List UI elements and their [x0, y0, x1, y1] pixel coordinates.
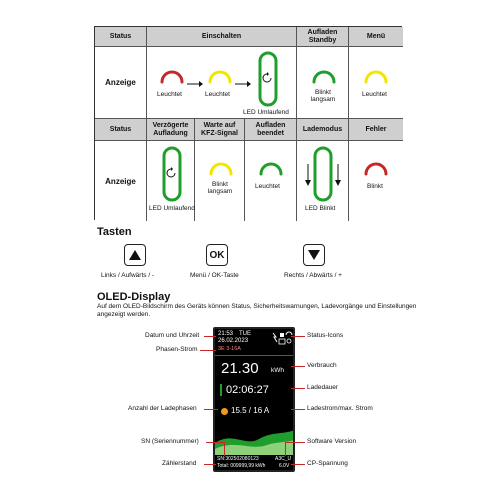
- table-header-row-1: [95, 27, 401, 47]
- leader-line: [291, 366, 305, 367]
- key-ok[interactable]: [206, 244, 228, 266]
- label-leuchtet-2: Leuchtet: [205, 91, 230, 98]
- row-label: Anzeige: [95, 47, 147, 119]
- label-blinkt-langsam: Blinkt langsam: [310, 89, 336, 103]
- header-verzoegert: Verzögerte Aufladung: [147, 119, 195, 141]
- status-icons: [271, 331, 293, 345]
- screen-power-value: 21.30: [221, 360, 259, 377]
- leader-line: [206, 442, 224, 443]
- header-lademodus: Lademodus: [297, 119, 349, 141]
- leader-line: [200, 350, 216, 351]
- red-arc-icon: [159, 69, 185, 83]
- leader-line: [285, 442, 305, 443]
- key-down[interactable]: [303, 244, 325, 266]
- leader-line: [204, 409, 218, 410]
- leader-line: [291, 464, 305, 465]
- green-arc-icon: [258, 161, 284, 175]
- key-down-label: Rechts / Abwärts / +: [284, 272, 342, 279]
- key-up[interactable]: [124, 244, 146, 266]
- callout-phasen-strom: Phasen-Strom: [156, 346, 198, 353]
- leader-line: [291, 409, 305, 410]
- screen-phase: 3E 3-16A: [218, 346, 241, 352]
- header-menu: Menü: [349, 27, 403, 47]
- screen-duration: 02:06:27: [226, 384, 269, 396]
- label-blinkt: Blinkt: [367, 183, 383, 190]
- callout-verbrauch: Verbrauch: [307, 362, 337, 369]
- leader-line: [285, 442, 286, 456]
- cell-menu: [349, 47, 403, 119]
- header-einschalten: Einschalten: [147, 27, 297, 47]
- green-loop-icon: [161, 146, 183, 204]
- arrow-right-icon: [187, 80, 203, 88]
- screen-current: 15.5 / 16 A: [231, 406, 270, 415]
- label-blinkt-langsam: Blinkt langsam: [207, 181, 233, 195]
- up-triangle-icon: [129, 250, 141, 260]
- callout-zaehlerstand: Zählerstand: [162, 460, 197, 467]
- header-beendet: Aufladen beendet: [245, 119, 297, 141]
- table-header-row-2: [95, 119, 401, 141]
- screen-sn: SN:302502080123: [217, 456, 259, 462]
- callout-software-version: Software Version: [307, 438, 357, 445]
- screen-cp: 6.0V: [279, 463, 290, 469]
- callout-ladedauer: Ladedauer: [307, 384, 339, 391]
- red-arc-icon: [363, 161, 389, 175]
- green-arc-icon: [311, 69, 337, 83]
- wave-graphic: [215, 425, 295, 455]
- duration-bar: [220, 384, 222, 396]
- leader-line: [224, 442, 225, 456]
- header-warte: Warte auf KFZ-Signal: [195, 119, 245, 141]
- arrow-right-icon: [235, 80, 251, 88]
- callout-ladestrom: Ladestrom/max. Strom: [307, 405, 373, 412]
- label-led-umlaufend: LED Umlaufend: [149, 205, 195, 212]
- oled-description: Auf dem OLED-Bildschirm des Geräts können Status, Sicherheitswarnungen, Ladevorgänge und Einstellungen angezeigt werden.: [97, 303, 417, 318]
- label-leuchtet-1: Leuchtet: [157, 91, 182, 98]
- cell-fehler: [349, 141, 403, 221]
- leader-line: [204, 464, 216, 465]
- callout-datum: Datum und Uhrzeit: [145, 332, 200, 339]
- screen-time: 21:53: [218, 331, 234, 337]
- header-standby: Aufladen Standby: [297, 27, 349, 47]
- oled-screen: [213, 327, 295, 472]
- screen-day: TUE: [239, 331, 251, 337]
- cell-beendet: [245, 141, 297, 221]
- row-label: Anzeige: [95, 141, 147, 221]
- leader-line: [204, 336, 216, 337]
- label-leuchtet-menu: Leuchtet: [362, 91, 387, 98]
- down-triangle-icon: [308, 250, 320, 260]
- leader-line: [291, 336, 305, 337]
- divider: [215, 355, 293, 356]
- tasten-heading: Tasten: [97, 226, 132, 238]
- screen-date: 26.02.2023: [218, 338, 249, 344]
- header-fehler: Fehler: [349, 119, 403, 141]
- key-ok-label: Menü / OK-Taste: [190, 272, 239, 279]
- oled-heading: OLED-Display: [97, 291, 171, 303]
- cell-standby: [297, 47, 349, 119]
- screen-version: A3C_U: [275, 456, 292, 462]
- leader-line: [291, 388, 305, 389]
- green-loop-blink-icon: [299, 146, 347, 204]
- label-led-blinkt: LED Blinkt: [305, 205, 336, 212]
- callout-cp-spannung: CP-Spannung: [307, 460, 348, 467]
- header-status: Status: [95, 119, 147, 141]
- label-leuchtet: Leuchtet: [255, 183, 280, 190]
- yellow-arc-icon: [207, 69, 233, 83]
- callout-sn: SN (Seriennummer): [141, 438, 199, 445]
- label-led-umlaufend: LED Umlaufend: [243, 109, 289, 116]
- yellow-arc-icon: [363, 69, 389, 83]
- ok-text: OK: [209, 249, 225, 261]
- screen-total: Total: 009999,99 kWh: [217, 463, 266, 469]
- table-row-anzeige-2: [95, 141, 401, 221]
- callout-ladephasen: Anzahl der Ladephasen: [128, 405, 197, 412]
- table-row-anzeige-1: [95, 47, 401, 119]
- key-up-label: Links / Aufwärts / -: [101, 272, 155, 279]
- callout-status-icons: Status-Icons: [307, 332, 344, 339]
- phase-count-icon: [221, 408, 228, 415]
- status-table: [94, 26, 402, 220]
- header-status: Status: [95, 27, 147, 47]
- screen-power-unit: kWh: [271, 367, 284, 374]
- green-loop-icon: [257, 51, 279, 109]
- yellow-arc-icon: [208, 161, 234, 175]
